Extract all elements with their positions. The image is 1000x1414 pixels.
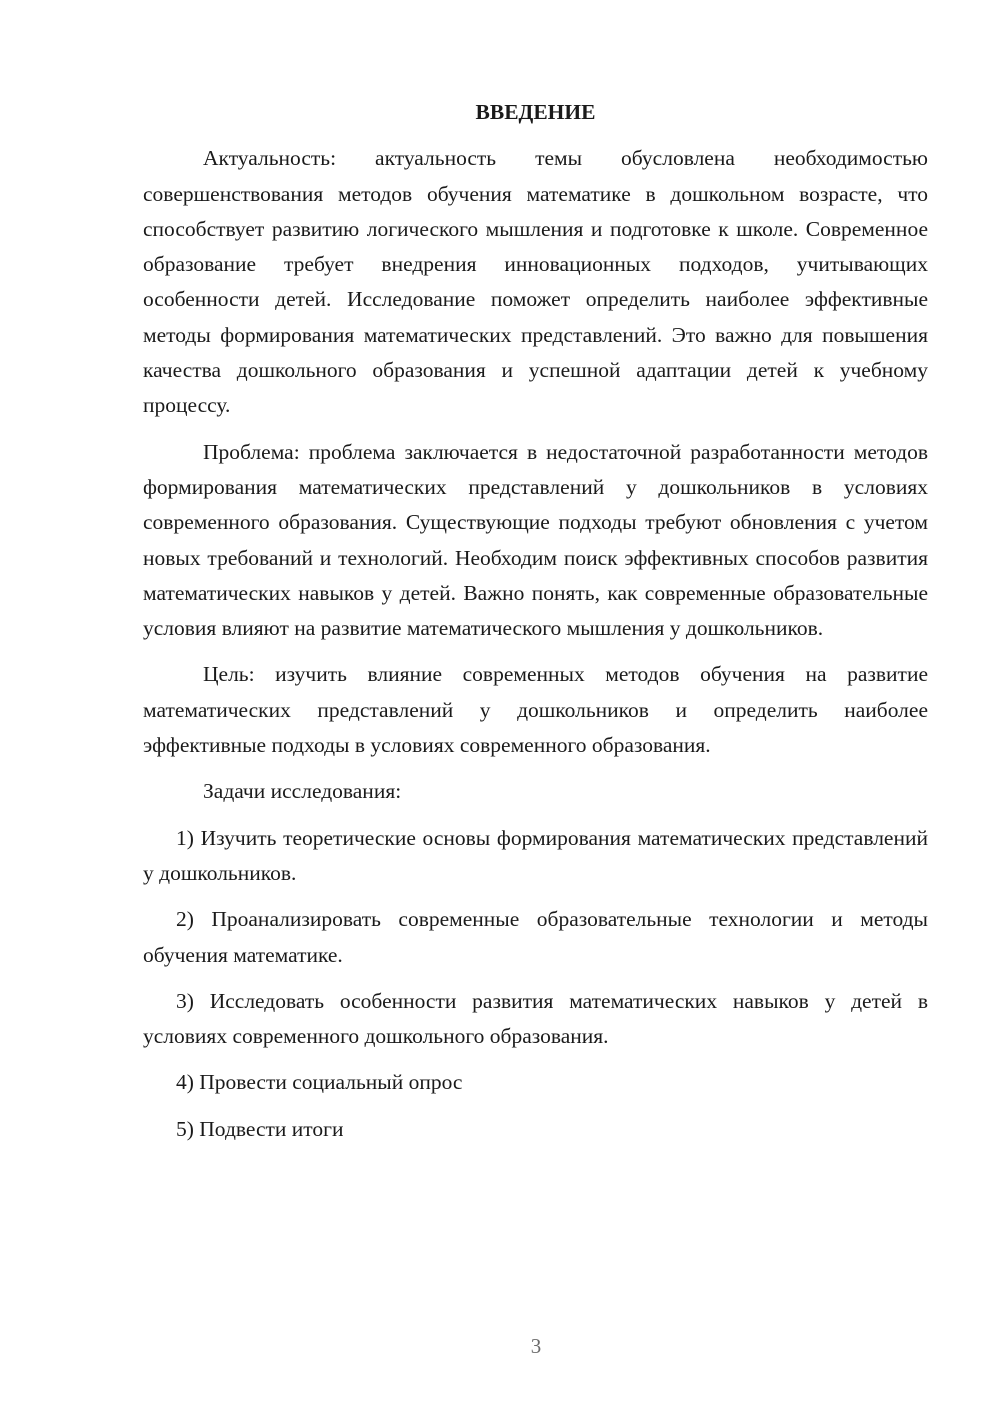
paragraph-relevance: Актуальность: актуальность темы обусловлена необходимостью совершенствования методов обучения математике в дошкольном возрасте, что способствует развитию логического мышления и подготовке к школе. Современное образование требует внедрения инновационных подходов, учитывающих особенности детей. Исследование поможет определить наиболее эффективные методы формирования математических представлений. Это важно для повышения качества дошкольного образования и успешной адаптации детей к учебному процессу.	[143, 146, 928, 418]
task-item-3: 3) Исследовать особенности развития математических навыков у детей в условиях современного дошкольного образования.	[143, 988, 928, 1049]
task-item-4: 4) Провести социальный опрос	[176, 1070, 463, 1095]
page-content	[143, 95, 928, 1158]
task-item-5: 5) Подвести итоги	[176, 1116, 344, 1141]
paragraph-problem: Проблема: проблема заключается в недостаточной разработанности методов формирования математических представлений у дошкольников в условиях современного образования. Существующие подходы требуют обновления с учетом новых требований и технологий. Необходим поиск эффективных способов развития математических навыков у детей. Важно понять, как современные образовательные условия влияют на развитие математического мышления у дошкольников.	[143, 439, 928, 641]
page-number: 3	[530, 1334, 542, 1358]
section-title: ВВЕДЕНИЕ	[475, 100, 596, 124]
paragraph-goal: Цель: изучить влияние современных методов обучения на развитие математических представлений у дошкольников и определить наиболее эффективные подходы в условиях современного образования.	[143, 662, 928, 758]
task-item-1: 1) Изучить теоретические основы формирования математических представлений у дошкольников.	[143, 825, 928, 885]
tasks-heading: Задачи исследования:	[203, 779, 402, 804]
task-item-2: 2) Проанализировать современные образовательные технологии и методы обучения математике.	[143, 907, 928, 967]
